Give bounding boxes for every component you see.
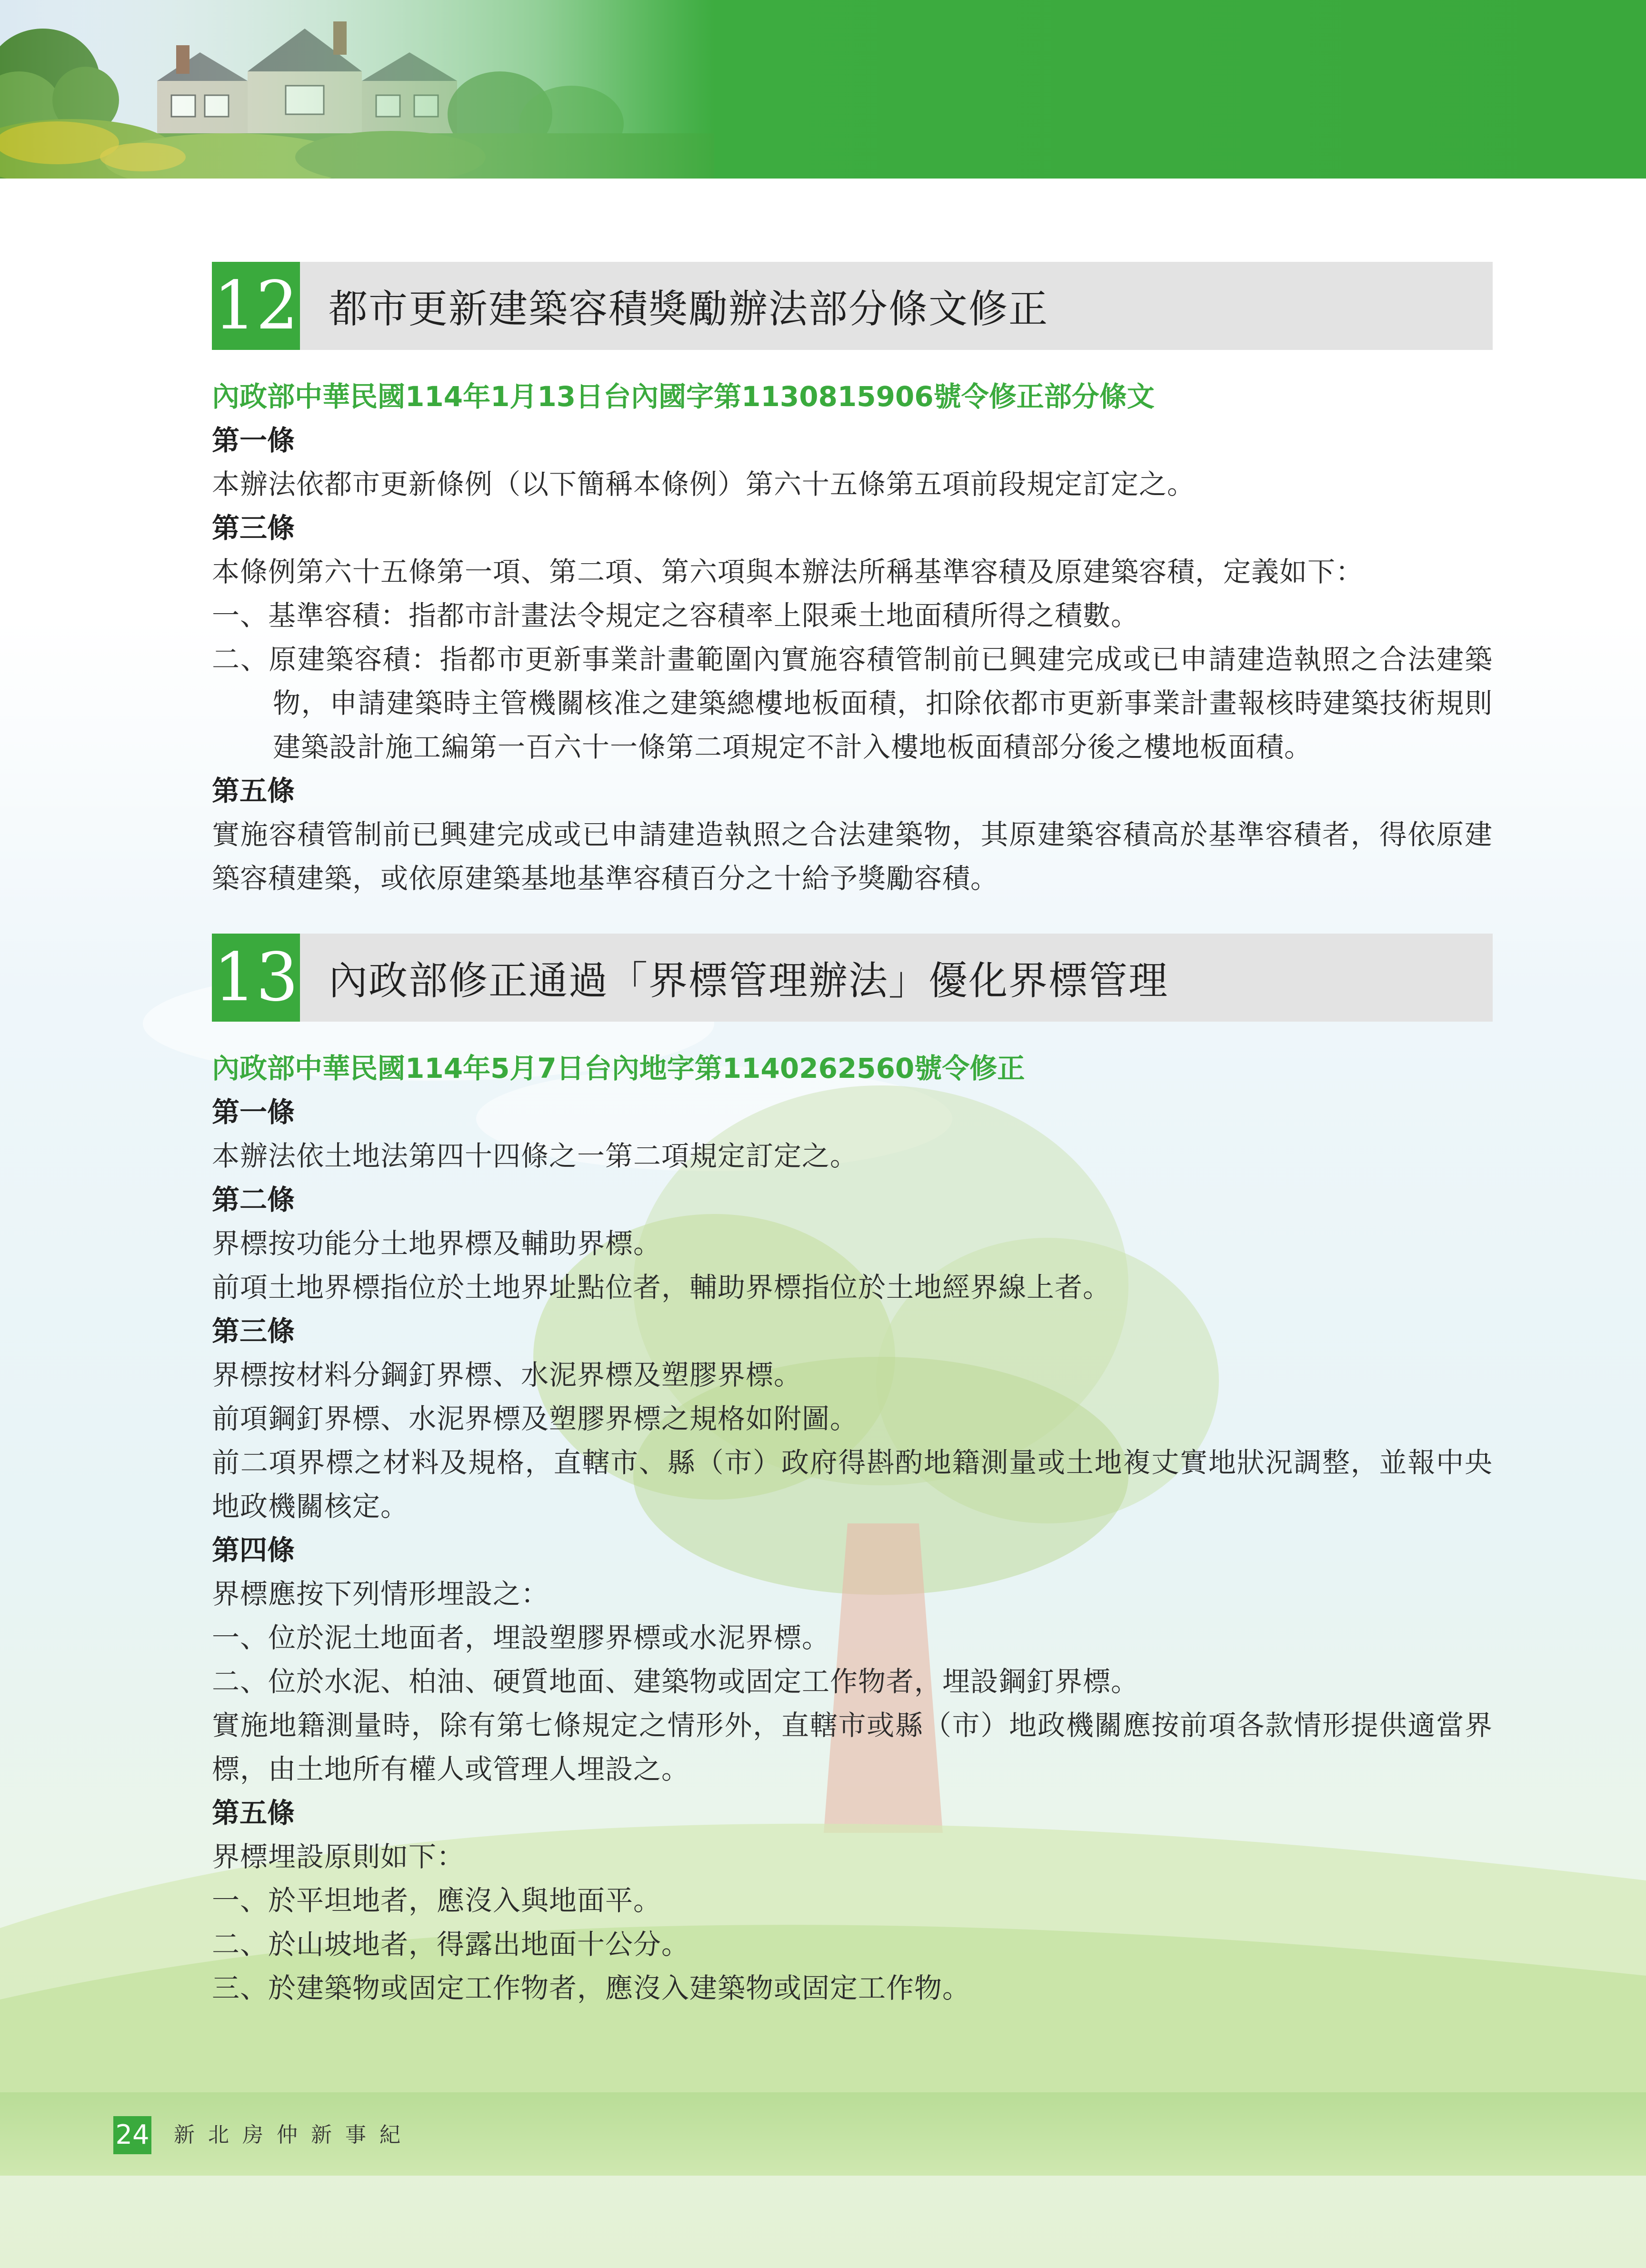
list-item: 二、位於水泥、柏油、硬質地面、建築物或固定工作物者，埋設鋼釘界標。 — [212, 1665, 1139, 1698]
decree-reference: 內政部中華民國114年1月13日台內國字第1130815906號令修正部分條文 — [212, 380, 1155, 413]
list-item: 二、於山坡地者，得露出地面十公分。 — [212, 1928, 690, 1960]
list-item: 三、於建築物或固定工作物者，應沒入建築物或固定工作物。 — [212, 1972, 971, 2004]
section-number: 13 — [212, 934, 300, 1022]
article-text: 界標按功能分土地界標及輔助界標。 — [212, 1227, 662, 1260]
list-item: 一、基準容積：指都市計畫法令規定之容積率上限乘土地面積所得之積數。 — [212, 599, 1139, 632]
header-band — [0, 0, 1646, 179]
article-label: 第二條 — [212, 1184, 295, 1216]
section-number: 12 — [212, 262, 300, 350]
article-text: 本條例第六十五條第一項、第二項、第六項與本辦法所稱基準容積及原建築容積，定義如下： — [212, 556, 1364, 588]
article-text: 前二項界標之材料及規格，直轄市、縣（市）政府得斟酌地籍測量或土地複丈實地狀況調整，並報中央地政機關核定。 — [212, 1446, 1493, 1522]
page-content — [212, 262, 1493, 2010]
section-title: 都市更新建築容積獎勵辦法部分條文修正 — [329, 287, 1049, 332]
article-label: 第四條 — [212, 1534, 295, 1566]
magazine-name: 新北房仲新事紀 — [174, 2123, 414, 2147]
article-text: 界標按材料分鋼釘界標、水泥界標及塑膠界標。 — [212, 1359, 802, 1391]
article-text: 實施容積管制前已興建完成或已申請建造執照之合法建築物，其原建築容積高於基準容積者，得依原建築容積建築，或依原建築基地基準容積百分之十給予獎勵容積。 — [212, 818, 1493, 895]
article-text: 本辦法依土地法第四十四條之一第二項規定訂定之。 — [212, 1140, 858, 1172]
article-text: 前項土地界標指位於土地界址點位者，輔助界標指位於土地經界線上者。 — [212, 1271, 1111, 1303]
article-label: 第三條 — [212, 1315, 295, 1347]
page-number: 24 — [113, 2116, 151, 2154]
list-item: 二、原建築容積：指都市更新事業計畫範圍內實施容積管制前已興建完成或已申請建造執照之合法建築物，申請建築時主管機關核准之建築總樓地板面積，扣除依都市更新事業計畫報核時建築技術規則建築設計施工編第一百六十一條第二項規定不計入樓地板面積部分後之樓地板面積。 — [212, 643, 1493, 763]
article-text: 界標埋設原則如下： — [212, 1840, 465, 1873]
article-text: 界標應按下列情形埋設之： — [212, 1578, 549, 1610]
article-label: 第三條 — [212, 512, 295, 544]
decree-reference: 內政部中華民國114年5月7日台內地字第1140262560號令修正 — [212, 1052, 1025, 1084]
article-label: 第五條 — [212, 775, 295, 807]
list-item: 一、於平坦地者，應沒入與地面平。 — [212, 1884, 662, 1917]
article-label: 第一條 — [212, 1096, 295, 1128]
section-title: 內政部修正通過「界標管理辦法」優化界標管理 — [329, 958, 1169, 1004]
article-text: 實施地籍測量時，除有第七條規定之情形外，直轄市或縣（市）地政機關應按前項各款情形提供適當界標，由土地所有權人或管理人埋設之。 — [212, 1709, 1493, 1785]
article-label: 第五條 — [212, 1797, 295, 1829]
article-text: 前項鋼釘界標、水泥界標及塑膠界標之規格如附圖。 — [212, 1403, 858, 1435]
list-item: 一、位於泥土地面者，埋設塑膠界標或水泥界標。 — [212, 1621, 830, 1654]
article-text: 本辦法依都市更新條例（以下簡稱本條例）第六十五條第五項前段規定訂定之。 — [212, 468, 1196, 500]
section-13-header — [212, 934, 1493, 1022]
article-label: 第一條 — [212, 424, 295, 457]
section-12-header — [212, 262, 1493, 350]
house-photo — [0, 0, 714, 179]
